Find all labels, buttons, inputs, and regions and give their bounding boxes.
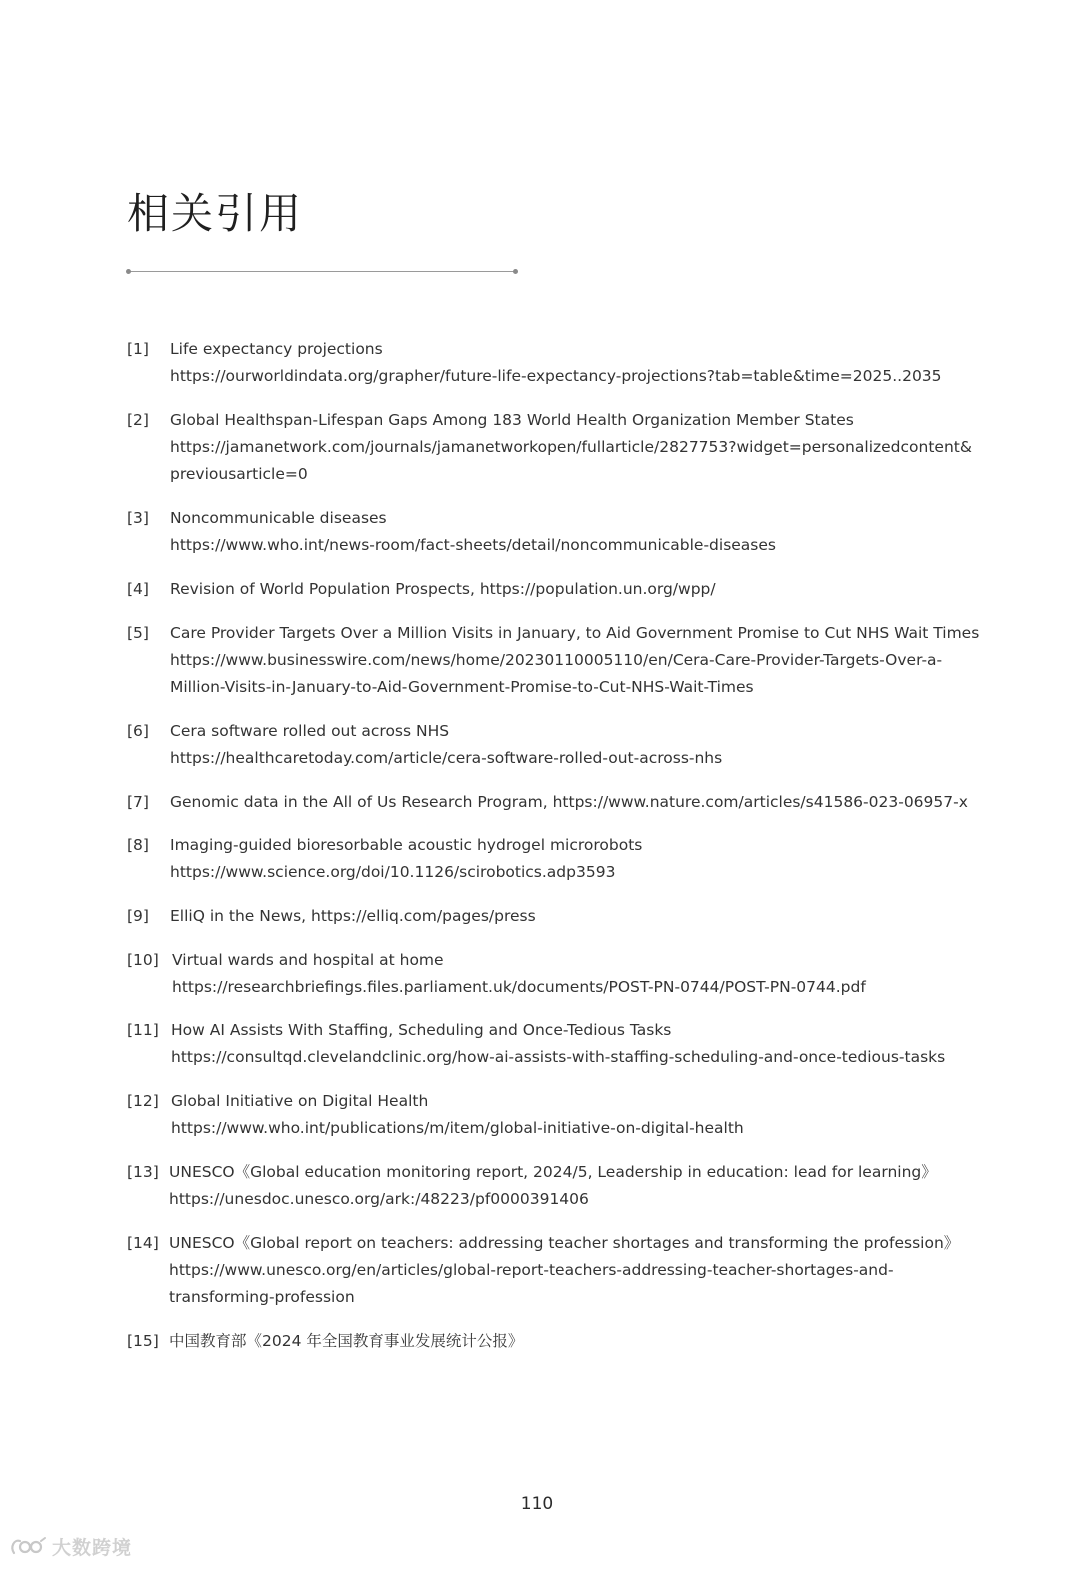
reference-title: UNESCO《Global report on teachers: addressing teacher shortages and transforming the profession》 — [169, 1234, 960, 1252]
reference-title: Virtual wards and hospital at home — [172, 951, 444, 969]
reference-title: UNESCO《Global education monitoring report, 2024/5, Leadership in education: lead for learning》 — [169, 1163, 937, 1181]
reference-title: Global Healthspan-Lifespan Gaps Among 183 World Health Organization Member States — [170, 411, 854, 429]
watermark — [8, 1533, 132, 1560]
reference-url[interactable]: https://www.who.int/publications/m/item/global-initiative-on-digital-health — [171, 1119, 744, 1137]
reference-title-with-url[interactable]: Revision of World Population Prospects, https://population.un.org/wpp/ — [170, 580, 716, 598]
reference-number: [9] — [127, 907, 149, 925]
reference-number: [11] — [127, 1021, 159, 1039]
reference-url-continued[interactable]: transforming-profession — [169, 1288, 355, 1306]
reference-url-continued[interactable]: previousarticle=0 — [170, 465, 308, 483]
reference-title: 中国教育部《2024 年全国教育事业发展统计公报》 — [169, 1332, 524, 1350]
reference-url[interactable]: https://researchbriefings.files.parliament.uk/documents/POST-PN-0744/POST-PN-0744.pdf — [172, 978, 866, 996]
title-divider — [128, 271, 516, 272]
reference-title: Care Provider Targets Over a Million Visits in January, to Aid Government Promise to Cut NHS Wait Times — [170, 624, 980, 642]
page-number: 110 — [520, 1494, 554, 1514]
watermark-text: 大数跨境 — [52, 1537, 133, 1559]
reference-url[interactable]: https://unesdoc.unesco.org/ark:/48223/pf0000391406 — [169, 1190, 589, 1208]
reference-url[interactable]: https://www.unesco.org/en/articles/global-report-teachers-addressing-teacher-shortages-and- — [169, 1261, 894, 1279]
reference-number: [1] — [127, 340, 149, 358]
reference-title-with-url[interactable]: ElliQ in the News, https://elliq.com/pages/press — [170, 907, 536, 925]
reference-number: [3] — [127, 509, 149, 527]
reference-url[interactable]: https://www.who.int/news-room/fact-sheets/detail/noncommunicable-diseases — [170, 536, 776, 554]
reference-url[interactable]: https://jamanetwork.com/journals/jamanetworkopen/fullarticle/2827753?widget=personalizedcontent& — [170, 438, 972, 456]
reference-url[interactable]: https://www.science.org/doi/10.1126/scirobotics.adp3593 — [170, 863, 616, 881]
reference-number: [6] — [127, 722, 149, 740]
reference-number: [2] — [127, 411, 149, 429]
reference-number: [13] — [127, 1163, 159, 1181]
watermark-logo-icon — [8, 1535, 48, 1559]
reference-title: How AI Assists With Staffing, Scheduling and Once-Tedious Tasks — [171, 1021, 672, 1039]
reference-title-with-url[interactable]: Genomic data in the All of Us Research Program, https://www.nature.com/articles/s41586-023-06957-x — [170, 793, 968, 811]
reference-number: [8] — [127, 836, 149, 854]
reference-url[interactable]: https://www.businesswire.com/news/home/20230110005110/en/Cera-Care-Provider-Targets-Over-a- — [170, 651, 943, 669]
reference-title: Noncommunicable diseases — [170, 509, 387, 527]
reference-url[interactable]: https://ourworldindata.org/grapher/future-life-expectancy-projections?tab=table&time=2025..2035 — [170, 367, 942, 385]
divider-dot-right — [513, 269, 518, 274]
reference-url[interactable]: https://consultqd.clevelandclinic.org/how-ai-assists-with-staffing-scheduling-and-once-tedious-tasks — [171, 1048, 946, 1066]
reference-number: [15] — [127, 1332, 159, 1350]
page-title: 相关引用 — [127, 189, 304, 238]
reference-number: [4] — [127, 580, 149, 598]
reference-title: Life expectancy projections — [170, 340, 383, 358]
reference-number: [10] — [127, 951, 159, 969]
reference-url-continued[interactable]: Million-Visits-in-January-to-Aid-Government-Promise-to-Cut-NHS-Wait-Times — [170, 678, 754, 696]
reference-number: [14] — [127, 1234, 159, 1252]
divider-dot-left — [126, 269, 131, 274]
reference-title: Imaging-guided bioresorbable acoustic hydrogel microrobots — [170, 836, 643, 854]
reference-url[interactable]: https://healthcaretoday.com/article/cera-software-rolled-out-across-nhs — [170, 749, 723, 767]
reference-number: [12] — [127, 1092, 159, 1110]
reference-title: Global Initiative on Digital Health — [171, 1092, 429, 1110]
reference-number: [7] — [127, 793, 149, 811]
reference-number: [5] — [127, 624, 149, 642]
reference-title: Cera software rolled out across NHS — [170, 722, 450, 740]
